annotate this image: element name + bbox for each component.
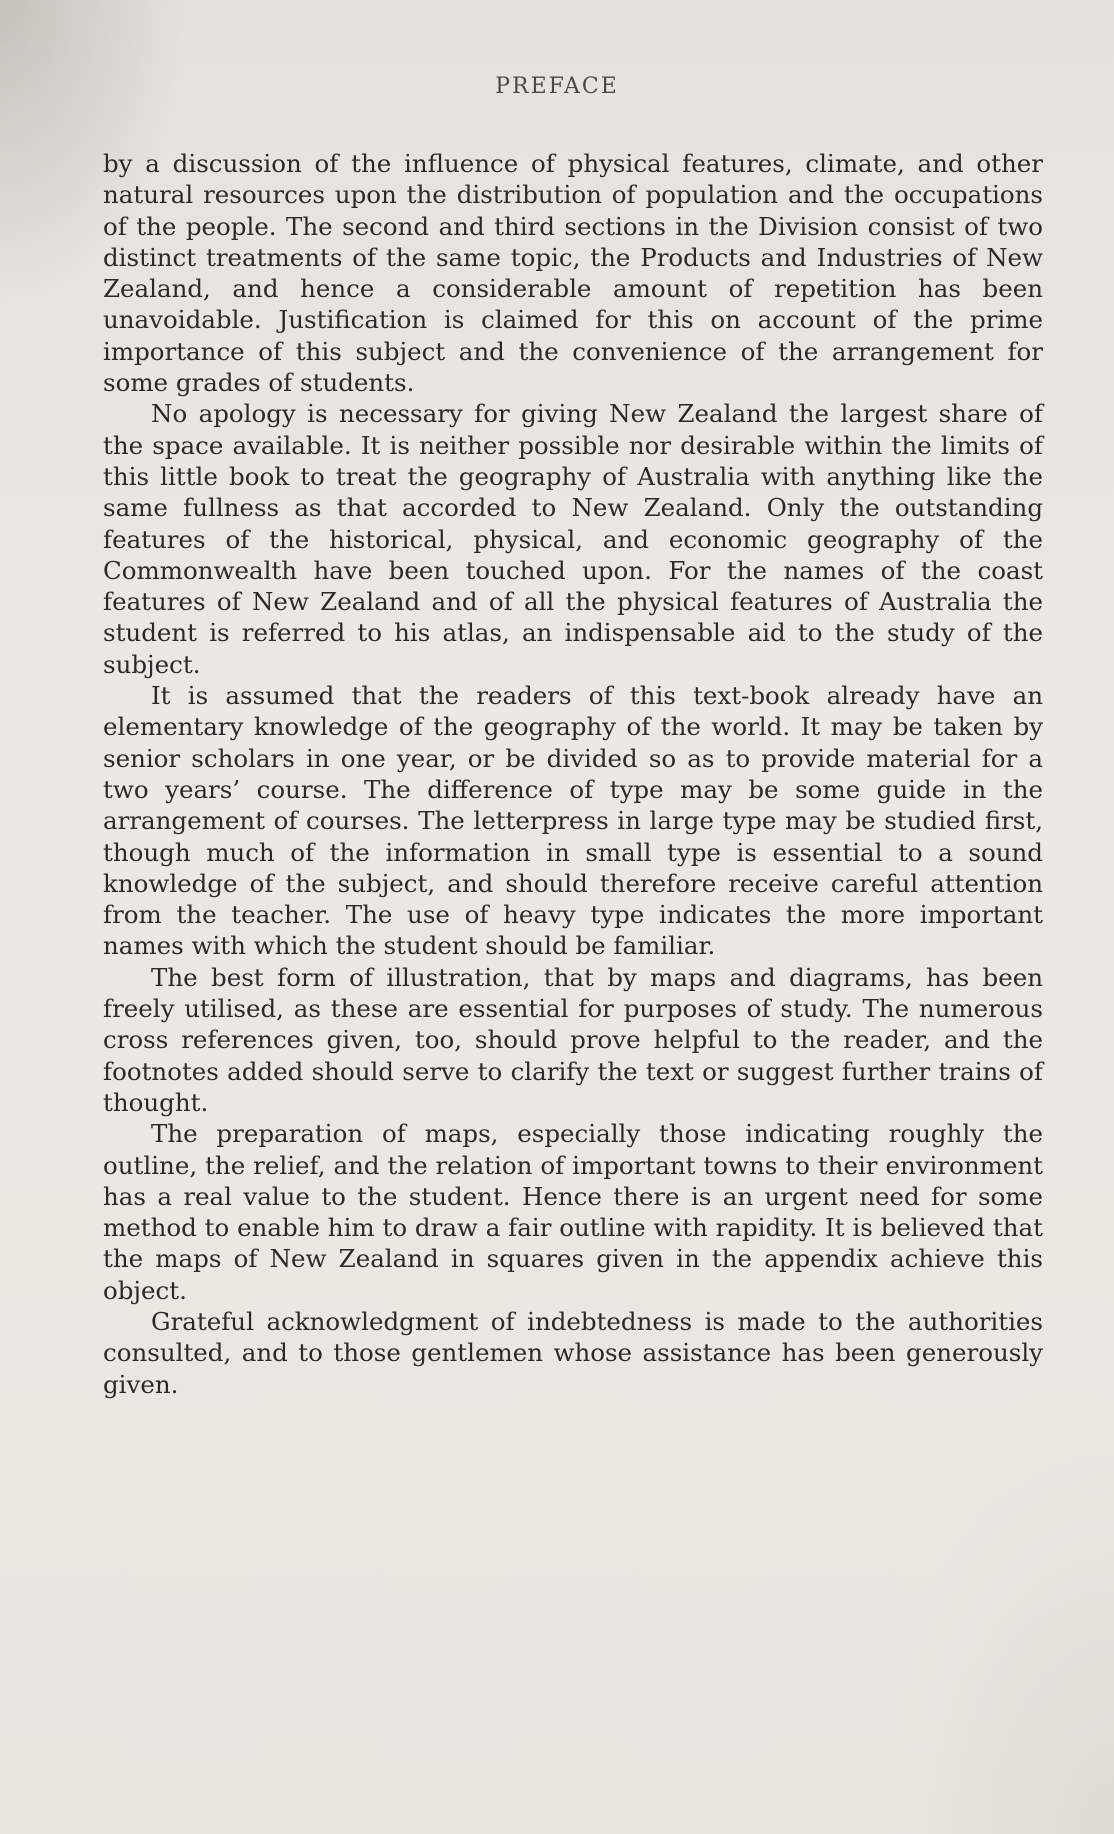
paragraph-4: The best form of illustration, that by maps and diagrams, has been freely utilised, as these are essential for purposes of study. The numerous cross references given, too, should prove helpful to the reader, and the footnotes added should serve to clarify the text or suggest further trains of thought. [103,962,1043,1117]
paragraph-5: The preparation of maps, especially those indicating roughly the outline, the relief, and the relation of important towns to their environment has a real value to the student. Hence there is an urgent need for some method to enable him to draw a fair outline with rapidity. It is believed that the maps of New Zealand in squares given in the appendix achieve this object. [103,1119,1043,1305]
paragraph-1: by a discussion of the influence of physical features, climate, and other natural resources upon the distribution of population and the occupations of the people. The second and third sections in the Division consist of two distinct treatments of the same topic, the Products and Industries of New Zealand, and hence a considerable amount of repetition has been unavoidable. Justification is claimed for this on account of the prime importance of this subject and the convenience of the arrangement for some grades of students. [103,149,1043,398]
paragraph-6: Grateful acknowledgment of indebtedness is made to the authorities consulted, and to those gentlemen whose assistance has been generously given. [103,1306,1043,1399]
running-head: PREFACE [495,74,619,99]
preface-body [103,148,1043,1400]
paragraph-3: It is assumed that the readers of this text-book already have an elementary knowledge of the geography of the world. It may be taken by senior scholars in one year, or be divided so as to provide material for a two years’ course. The difference of type may be some guide in the arrangement of courses. The letterpress in large type may be studied first, though much of the information in small type is essential to a sound knowledge of the subject, and should therefore receive careful attention from the teacher. The use of heavy type indicates the more important names with which the student should be familiar. [103,681,1043,961]
paragraph-2: No apology is necessary for giving New Zealand the largest share of the space available. It is neither possible nor desirable within the limits of this little book to treat the geography of Australia with anything like the same fullness as that accorded to New Zealand. Only the outstanding features of the historical, physical, and economic geography of the Commonwealth have been touched upon. For the names of the coast features of New Zealand and of all the physical features of Australia the student is referred to his atlas, an indispensable aid to the study of the subject. [103,399,1043,679]
